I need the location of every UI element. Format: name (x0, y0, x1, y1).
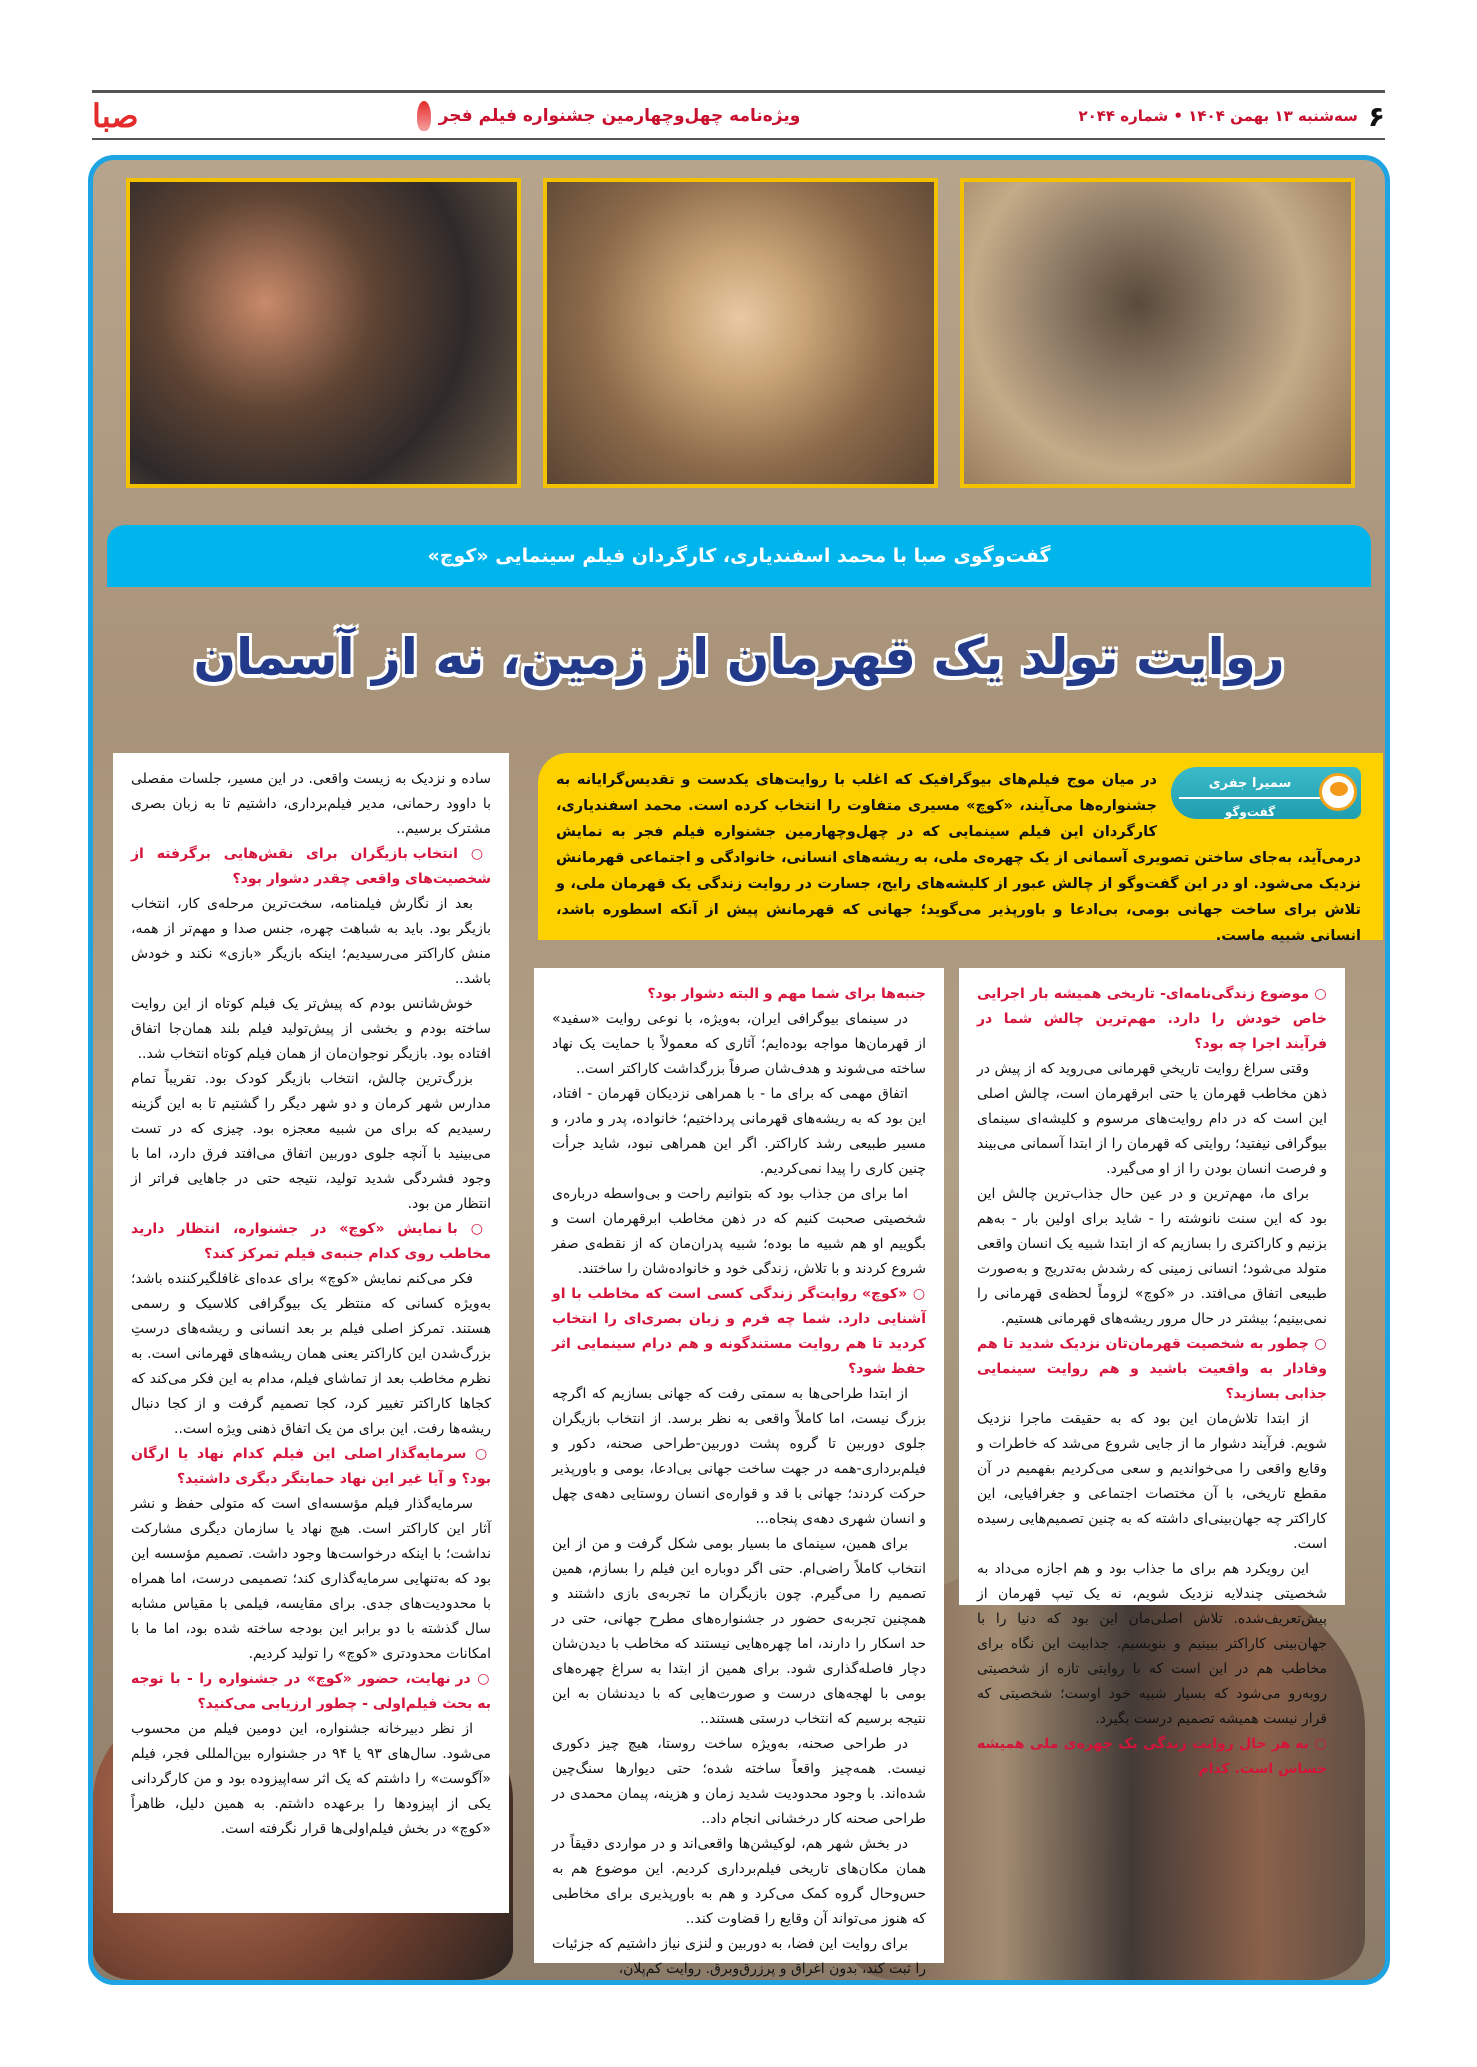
interview-question: ○ با نمایش «کوچ» در جشنواره، انتظار دارید مخاطب روی کدام جنبه‌ی فیلم تمرکز کند؟ (131, 1217, 491, 1267)
subtitle-text: گفت‌وگوی صبا با محمد اسفندیاری، کارگردان فیلم سینمایی «کوچ» (427, 545, 1051, 567)
author-role: گفت‌وگو (1224, 805, 1276, 819)
newspaper-logo: صبا (92, 97, 139, 135)
headline: روایت تولد یک قهرمان از زمین، نه از آسمان (193, 628, 1285, 686)
interview-question: ○ سرمایه‌گذار اصلی این فیلم کدام نهاد یا ارگان بود؟ و آیا غیر این نهاد حمایتگر دیگری داشتید؟ (131, 1442, 491, 1492)
paragraph: برای ما، مهم‌ترین و در عین حال جذاب‌ترین چالش این بود که این سنت نانوشته را - شاید برای اولین بار - به‌هم بزنیم و کاراکتری را بسازیم که از ابتدا شبیه یک انسان واقعی متولد می‌شود؛ انسانی زمینی که رشدش به‌تدریج و به‌صورت طبیعی اتفاق می‌افتد. در «کوچ» لزوماً لحظه‌ی قهرمانی را نمی‌بینیم؛ بیشتر در حال مرور ریشه‌های قهرمانی هستیم. (977, 1186, 1327, 1327)
column-middle (534, 968, 944, 1977)
film-still-boy (543, 178, 938, 488)
interview-question: جنبه‌ها برای شما مهم و البته دشوار بود؟ (647, 986, 926, 1002)
interview-question: ○ انتخاب بازیگران برای نقش‌هایی برگرفته از شخصیت‌های واقعی چقدر دشوار بود؟ (131, 842, 491, 892)
interview-question: ○ موضوع زندگی‌نامه‌ای- تاریخی همیشه بار اجرایی خاص خودش را دارد. مهم‌ترین چالش شما در فرآیند اجرا چه بود؟ (977, 982, 1327, 1057)
paragraph: خوش‌شانس بودم که پیش‌تر یک فیلم کوتاه از این روایت ساخته بودم و بخشی از پیش‌تولید فیلم بلند همان‌جا اتفاق افتاده بود. بازیگر نوجوان‌مان از همان فیلم کوتاه انتخاب شد.. (131, 996, 491, 1062)
paragraph: اتفاق مهمی که برای ما - با همراهی نزدیکان قهرمان - افتاد، این بود که به ریشه‌های قهرمانی پرداختیم؛ خانواده، پدر و مادر، و مسیر طبیعی رشد کاراکتر. اگر این همراهی نبود، شاید جرأت چنین کاری را پیدا نمی‌کردیم. (552, 1086, 926, 1177)
paragraph: ساده و نزدیک به زیست واقعی. در این مسیر، جلسات مفصلی با داوود رحمانی، مدیر فیلم‌برداری، داشتیم تا به زبان بصری مشترک برسیم.. (131, 771, 491, 837)
paragraph: در بخش شهر هم، لوکیشن‌ها واقعی‌اند و در مواردی دقیقاً در همان مکان‌های تاریخی فیلم‌برداری کردیم. این موضوع هم به حس‌وحال گروه کمک می‌کرد و هم به باورپذیری برای مخاطبی که هنوز می‌تواند آن وقایع را قضاوت کند.. (552, 1836, 926, 1927)
paragraph: این رویکرد هم برای ما جذاب بود و هم اجازه می‌داد به شخصیتی چندلایه نزدیک شویم، نه یک تیپ قهرمان از پیش‌تعریف‌شده. تلاش اصلی‌مان این بود که دنیا را با جهان‌بینی کاراکتر ببینیم و بنویسیم. جذابیت این نگاه برای مخاطب هم در این است که با روایتی تازه از شخصیتی روبه‌رو می‌شود که بسیار شبیه خود اوست؛ شخصیتی که قرار نیست همیشه تصمیم درست بگیرد. (977, 1561, 1327, 1727)
lead-box (538, 753, 1383, 944)
paragraph: اما برای من جذاب بود که بتوانیم راحت و بی‌واسطه درباره‌ی شخصیتی صحبت کنیم که در ذهن مخاطب ابرقهرمان است و بگوییم او هم شبیه ما بوده؛ شبیه پدران‌مان که از نقطه‌ی صفر شروع کردند و با تلاش، زندگی خود و خانواده‌شان را ساختند. (552, 1186, 926, 1277)
paragraph: بزرگ‌ترین چالش، انتخاب بازیگر کودک بود. تقریباً تمام مدارس شهر کرمان و دو شهر دیگر را گشتیم تا به این گزینه رسیدیم که برای من شبیه معجزه بود. چیزی که در تست می‌بینید با آنچه جلوی دوربین اتفاق می‌افتد فرق دارد، اما با وجود فشردگی شدید تولید، نتیجه حتی در جاهایی فراتر از انتظار من بود. (131, 1071, 491, 1212)
paragraph: فکر می‌کنم نمایش «کوچ» برای عده‌ای غافلگیرکننده باشد؛ به‌ویژه کسانی که منتظر یک بیوگرافی کلاسیک و رسمی هستند. تمرکز اصلی فیلم بر بعد انسانی و ریشه‌های درستِ بزرگ‌شدن این کاراکتر یعنی همان ریشه‌های قهرمانی است. به نظرم مخاطب بعد از تماشای فیلم، مدام به این فکر می‌کند که کجاها کاراکتر تغییر کرد، کجا تصمیم گرفت و از کجا دنبال ریشه‌ها رفت. این برای من یک اتفاق ذهنی ویژه است.. (131, 1271, 491, 1437)
film-still-women (960, 178, 1355, 488)
paragraph: از نظر دبیرخانه جشنواره، این دومین فیلم من محسوب می‌شود. سال‌های ۹۳ یا ۹۴ در جشنواره بین‌المللی فجر، فیلم «آگوست» را داشتم که یک اثر سه‌اپیزوده بود و من کارگردانی یکی از اپیزودها را برعهده داشتم. به همین دلیل، ظاهراً «کوچ» در بخش فیلم‌اولی‌ها قرار نگرفته است. (131, 1721, 492, 1837)
interview-question: ○ چطور به شخصیت قهرمان‌تان نزدیک شدید تا هم وفادار به واقعیت باشید و هم روایت سینمایی جذابی بسازید؟ (977, 1332, 1327, 1407)
interview-question: ○ «کوچ» روایت‌گر زندگی کسی است که مخاطب با او آشنایی دارد. شما چه فرم و زبان بصری‌ای را انتخاب کردید تا هم روایت مستندگونه و هم درام سینمایی اثر حفظ شود؟ (552, 1282, 926, 1382)
chat-bubble-icon (1319, 773, 1357, 811)
paragraph: وقتی سراغ روایت تاریخیِ قهرمانی می‌روید که از پیش در ذهن مخاطب قهرمان یا حتی ابرقهرمان است، چالش اصلی این است که در دام روایت‌های مرسوم و کلیشه‌ای سینمای بیوگرافی نیفتید؛ روایتی که قهرمان را از ابتدا آسمانی می‌بیند و فرصت انسان بودن را از او می‌گیرد. (977, 1061, 1327, 1177)
page-info (1078, 100, 1385, 133)
supplement-title-text: ویژه‌نامه چهل‌وچهارمین جشنواره فیلم فجر (438, 106, 801, 126)
paragraph: برای همین، سینمای ما بسیار بومی شکل گرفت و من از این انتخاب کاملاً راضی‌ام. حتی اگر دوباره این فیلم را بسازم، همین تصمیم را می‌گیرم. چون بازیگران ما تجربه‌ی بازی داشتند و همچنین تجربه‌ی حضور در جشنواره‌های مطرح جهانی، حتی در حد اسکار را دارند، اما چهره‌هایی نیستند که مخاطب با دیدن‌شان دچار فاصله‌گذاری شود. برای همین از ابتدا به سراغ چهره‌های بومی با لهجه‌های درست و صورت‌هایی که با دیدنشان به این نتیجه برسیم که انتخاب درستی هستند.. (552, 1536, 926, 1727)
film-still-men (126, 178, 521, 488)
paragraph: از ابتدا تلاش‌مان این بود که به حقیقت ماجرا نزدیک شویم. فرآیند دشوار ما از جایی شروع می‌شد که خاطرات و وقایع واقعی را می‌خواندیم و سعی می‌کردیم بفهمیم در آن مقطع تاریخی، با آن مختصات اجتماعی و جغرافیایی، این کاراکتر چه جهان‌بینی‌ای داشته که به چنین تصمیم‌هایی رسیده است. (977, 1411, 1327, 1552)
interview-question: ○ در نهایت، حضور «کوچ» در جشنواره را - با توجه به بحث فیلم‌اولی - چطور ارزیابی می‌کنید؟ (131, 1667, 491, 1717)
column-right (959, 968, 1345, 1777)
date-issue: سه‌شنبه ۱۳ بهمن ۱۴۰۴ • شماره ۲۰۴۴ (1078, 107, 1358, 125)
paragraph: در سینمای بیوگرافی ایران، به‌ویژه، با نوعی روایت «سفید» از قهرمان‌ها مواجه بوده‌ایم؛ آثاری که معمولاً با حمایت یک نهاد ساخته می‌شوند و هدف‌شان صرفاً بزرگداشت کاراکتر است.. (552, 1011, 926, 1077)
subtitle-bar (107, 525, 1371, 587)
header-bottom-rule (92, 138, 1385, 140)
lead-text: در میان موج فیلم‌های بیوگرافیک که اغلب با روایت‌های یکدست و تقدیس‌گرایانه به جشنواره‌ها می‌آیند، «کوچ» مسیری متفاوت را انتخاب کرده است. محمد اسفندیاری، کارگردان این فیلم سینمایی که در چهل‌وچهارمین جشنواره فیلم فجر به نمایش درمی‌آید، به‌جای ساختن تصویری آسمانی از یک چهره‌ی ملی، به ریشه‌های انسانی، خانوادگی و اجتماعی قهرمانش نزدیک می‌شود. او در این گفت‌وگو از چالش عبور از کلیشه‌های رایج، جسارت در روایت زندگی یک قهرمان ملی، و تلاش برای ساخت جهانی بومی، بی‌ادعا و باورپذیر می‌گوید؛ جهانی که قهرمانش پیش از آنکه اسطوره باشد، انسانی شبیه ماست. (556, 772, 1361, 944)
column-left (113, 753, 509, 1913)
paragraph: از ابتدا طراحی‌ها به سمتی رفت که جهانی بسازیم که اگرچه بزرگ نیست، اما کاملاً واقعی به نظر برسد. از انتخاب بازیگران جلوی دوربین تا گروه پشت دوربین-طراحی صحنه، دکور و فیلم‌برداری-همه در جهت ساخت جهانی بی‌ادعا، بومی و باورپذیر حرکت کردند؛ جهانی با قد و قواره‌ی انسان روستایی دهه‌ی چهل و انسان شهری دهه‌ی پنجاه... (552, 1386, 926, 1527)
author-name: سمیرا جفری (1179, 767, 1321, 799)
byline-badge (1171, 767, 1361, 819)
interview-question: ○ به هر حال روایت زندگی یک چهره‌ی ملی همیشه حساس است. کدام (977, 1732, 1327, 1782)
header-top-rule (92, 90, 1385, 93)
article-frame (88, 155, 1390, 1985)
page-number: ۶ (1367, 99, 1385, 133)
paragraph: سرمایه‌گذار فیلم مؤسسه‌ای است که متولی حفظ و نشر آثار این کاراکتر است. هیچ نهاد یا سازمان دیگری مشارکت نداشت؛ با اینکه درخواست‌ها وجود داشت. تصمیم مؤسسه این بود که به‌تنهایی سرمایه‌گذاری کند؛ تصمیمی درست، اما همراه با محدودیت‌های جدی. برای مقایسه، فیلمی با مقیاس مشابه سال گذشته با دو برابر این بودجه ساخته شده بود، اما ما با امکانات محدودتری «کوچ» را تولید کردیم. (131, 1496, 491, 1662)
paragraph: برای روایت این فضا، به دوربین و لنزی نیاز داشتیم که جزئیات را ثبت کند، بدون اغراق و پرزرق‌وبرق. روایت کم‌پلان، (552, 1936, 926, 1977)
paragraph: در طراحی صحنه، به‌ویژه ساخت روستا، هیچ چیز دکوری نیست. همه‌چیز واقعاً ساخته شده؛ حتی دیوارها سنگ‌چین شده‌اند. با وجود محدودیت شدید زمان و هزینه، پیمان محمدی در طراحی صحنه کار درخشانی انجام داد.. (552, 1736, 926, 1827)
supplement-title (417, 101, 801, 131)
page-header (92, 96, 1385, 136)
paragraph: بعد از نگارش فیلمنامه، سخت‌ترین مرحله‌ی کار، انتخاب بازیگر بود. باید به شباهت چهره، جنس صدا و مهم‌تر از همه، منش کاراکتر می‌رسیدیم؛ اینکه بازیگر «بازی» نکند و خودش باشد.. (131, 896, 491, 987)
simorgh-logo-icon (417, 101, 431, 131)
